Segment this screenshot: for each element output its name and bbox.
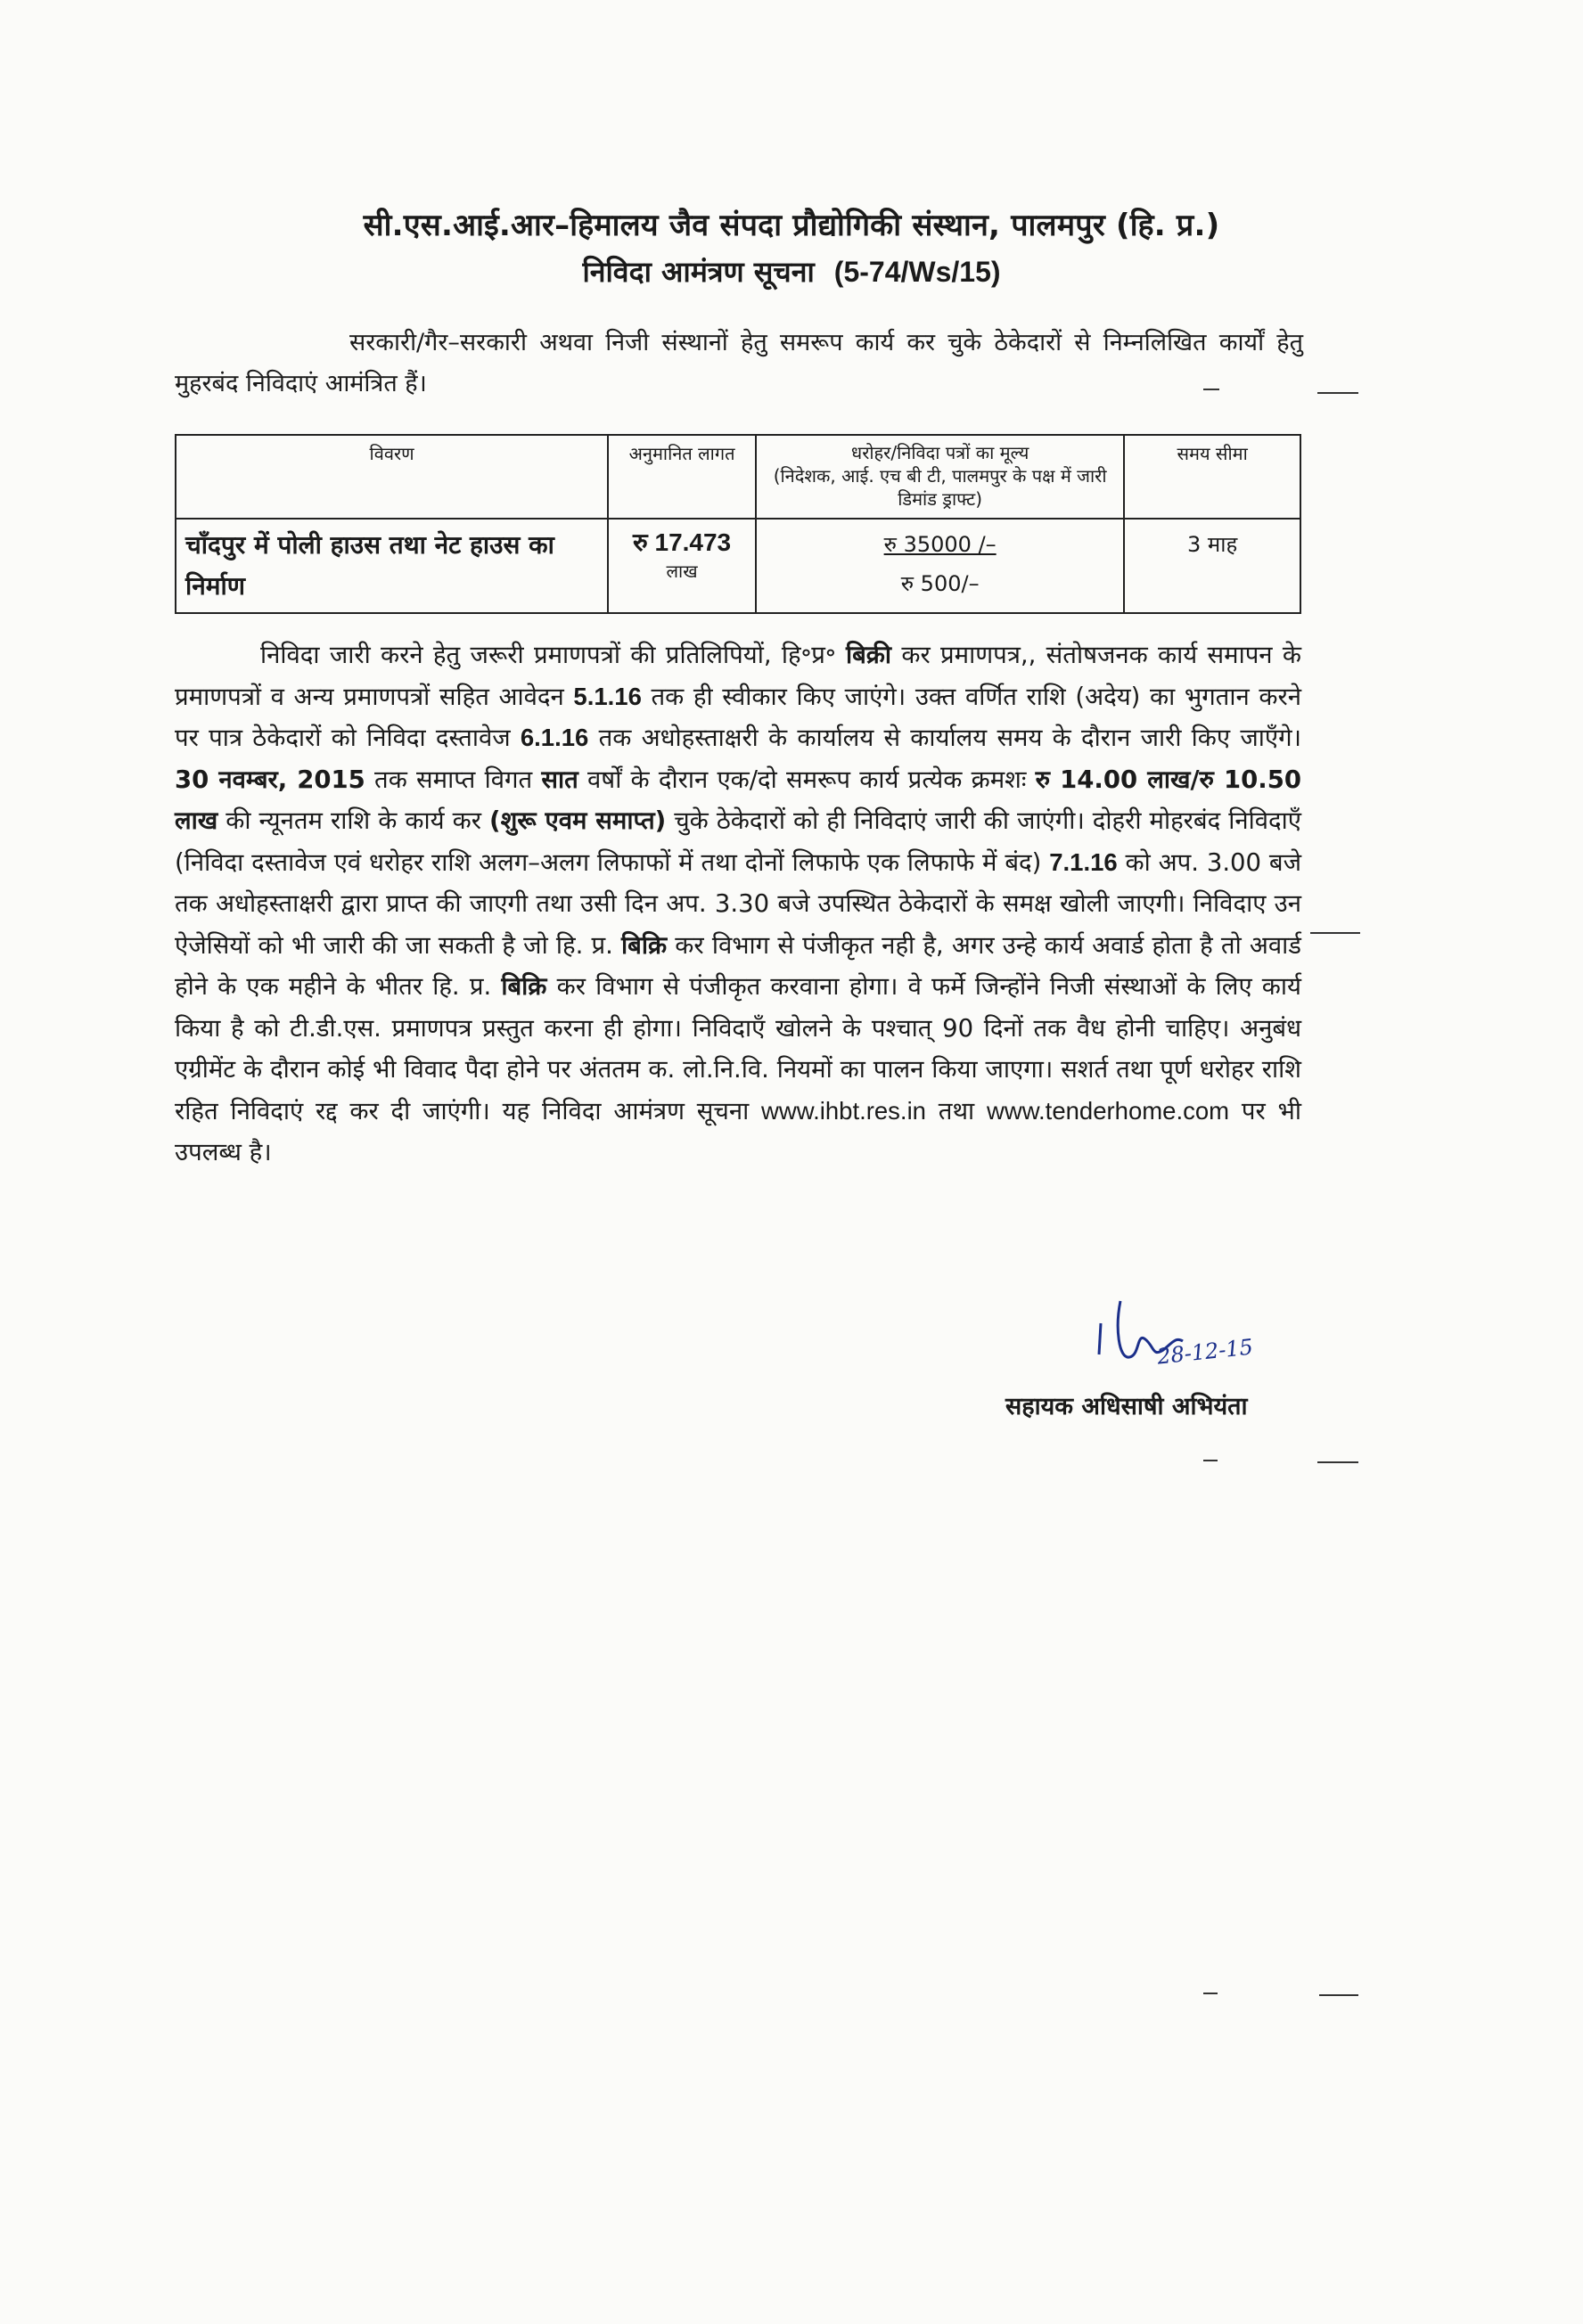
body-bold: सात [541,765,578,794]
header-earnest-money-label: धरोहर/निविदा पत्रों का मूल्य [850,442,1029,463]
header-description: विवरण [176,435,608,519]
body-text: कर प्रमाणपत्र,, संतोषजनक कार्य समापन के प्रमाणपत्रों व अन्य प्रमाणपत्रों सहित आवेदन [175,641,1301,711]
body-text: तक समाप्त विगत [365,765,542,794]
signature-date: 28-12-15 [1155,1334,1255,1370]
margin-mark [1203,1993,1218,1994]
body-text: की न्यूनतम राशि के कार्य कर [217,806,490,835]
body-text: तक अधोहस्ताक्षरी के कार्यालय से कार्यालय समय के दौरान जारी किए जाएँगे। [588,724,1301,752]
document-issue-date: 6.1.16 [520,724,589,751]
header-estimated-cost: अनुमानित लागत [608,435,756,519]
website-link-tenderhome[interactable]: www.tenderhome.com [986,1096,1230,1125]
body-text: कर विभाग से पंजीकृत करवाना होगा। वे फर्मे जिन्होंने निजी संस्थाओं के लिए कार्य किया है को टी.डी.एस. प्रमाणपत्र प्रस्तुत करना ही होगा। निविदाएँ खोलने के पश्चात् 90 दिनों तक वैध होनी चाहिए। अनुबंध एग्रीमेंट के दौरान कोई भी विवाद पैदा होने पर अंततम क. लो.नि.वि. नियमों का पालन किया जाएगा। सशर्त तथा पूर्ण धरोहर राशि रहित निविदाएं रद्द कर दी जाएंगी। यह निविदा आमंत्रण सूचना [175,972,1301,1125]
work-description: चाँदपुर में पोली हाउस तथा नेट हाउस का निर्माण [176,519,608,613]
estimated-cost-cell [608,519,756,613]
application-deadline: 5.1.16 [573,682,642,710]
body-bold: (शुरू एवम समाप्त) [489,806,667,835]
table-row [176,519,1300,613]
tender-table [175,434,1301,614]
body-bold: बिक्रि [501,972,547,1001]
institute-title: सी.एस.आई.आर–हिमालय जैव संपदा प्रौद्योगिकी संस्थान, पालमपुर (हि. प्र.) [363,208,1220,243]
body-text: तथा [925,1096,987,1125]
conditions-paragraph [175,634,1301,1174]
body-text: तक ही स्वीकार किए जाएंगे। उक्त वर्णित राशि (अदेय) का भुगतान करने पर पात्र ठेकेदारों को निविदा दस्तावेज [175,682,1301,752]
header-earnest-money [756,435,1124,519]
earnest-money-amount: रु 35000 /– [883,532,997,557]
margin-mark [1317,392,1358,394]
body-text: कर विभाग से पंजीकृत नही है, अगर उन्हे कार्य अवार्ड होता है तो अवार्ड होने के एक महीने के भीतर हि. प्र. [175,930,1301,1001]
reference-date: 30 नवम्बर, 2015 [175,765,365,794]
body-text: चुके ठेकेदारों को ही निविदाएं जारी की जाएंगी। दोहरी मोहरबंद निविदाएँ (निविदा दस्तावेज एवं धरोहर राशि अलग–अलग लिफाफों में तथा दोनों लिफाफे एक लिफाफे में बंद) [175,806,1301,877]
notice-title-line [0,252,1583,290]
body-text: को अप. 3.00 बजे तक अधोहस्ताक्षरी द्वारा प्राप्त की जाएगी तथा उसी दिन अप. 3.30 बजे उपस्थित ठेकेदारों के समक्ष खोली जाएगी। निविदाए उन ऐजेसियों को भी जारी की जा सकती है जो हि. प्र. [175,847,1301,960]
margin-mark [1319,1994,1358,1996]
notice-reference: (5-74/Ws/15) [833,256,1001,288]
time-limit: 3 माह [1124,519,1300,613]
body-bold: बिक्री [845,641,892,669]
margin-mark [1203,389,1219,390]
estimated-cost-amount: रु 17.473 [632,528,732,556]
margin-mark [1310,932,1360,934]
body-text: वर्षों के दौरान एक/दो समरूप कार्य प्रत्येक क्रमशः [578,765,1036,794]
body-bold: बिक्रि [621,930,668,960]
earnest-money-cell [756,519,1124,613]
intro-paragraph: सरकारी/गैर–सरकारी अथवा निजी संस्थानों हेतु समरूप कार्य कर चुके ठेकेदारों से निम्नलिखित कार्यों हेतु मुहरबंद निविदाएं आमंत्रित हैं। [175,329,1303,397]
header-earnest-money-note: (निदेशक, आई. एच बी टी, पालमपुर के पक्ष में जारी डिमांड ड्राफ्ट) [773,465,1107,510]
body-text: निविदा जारी करने हेतु जरूरी प्रमाणपत्रों की प्रतिलिपियों, हि॰प्र॰ [260,641,846,669]
estimated-cost-unit: लाख [666,561,698,582]
header-time-limit: समय सीमा [1124,435,1300,519]
margin-mark [1317,1461,1358,1463]
website-link-ihbt[interactable]: www.ihbt.res.in [761,1096,926,1125]
body-text: पर भी उपलब्ध है। [175,1096,1301,1166]
tender-fee-amount: रु 500/– [900,571,980,596]
signatory-designation: सहायक अधिसाषी अभियंता [1005,1393,1248,1420]
minimum-work-value: रु 14.00 लाख/रु 10.50 लाख [175,765,1301,835]
table-header-row [176,435,1300,519]
submission-date: 7.1.16 [1049,847,1118,876]
margin-mark [1203,1460,1218,1461]
notice-title: निविदा आमंत्रण सूचना [582,255,815,289]
